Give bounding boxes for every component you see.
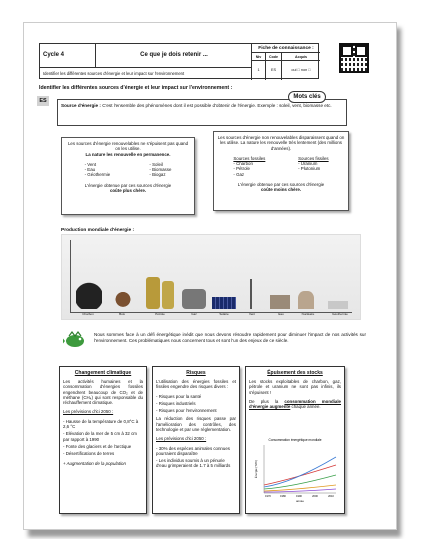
climate-forecast-title: Les prévisions d'ici 2050 :: [63, 409, 114, 415]
axis-line: [70, 240, 71, 312]
chart-xtick: 1980: [280, 495, 286, 498]
renewable-footer-bold: coûte plus chère.: [109, 187, 147, 193]
list-item: - Risques pour la santé: [156, 394, 236, 399]
stocks-consumption-b: consommation mondiale d'énergie augmente: [249, 398, 342, 410]
label-oil: Pétrole: [155, 312, 165, 317]
list-item: - Les individus soumis à un pénurie d'eau grimperaient de 1.7 à 5 milliards: [156, 458, 236, 469]
label-gas: Gaz: [191, 312, 197, 317]
chart-xtick: 1990: [296, 495, 302, 498]
list-item: - Uranium: [298, 161, 329, 166]
list-item: - Plutonium: [298, 166, 329, 171]
col-niv: Niv: [252, 53, 266, 61]
qr-code[interactable]: [339, 43, 369, 73]
risks-title: Risques: [186, 370, 206, 376]
list-item: - Géothermie: [85, 172, 111, 177]
definition-box: [57, 99, 347, 126]
wood-icon: [112, 285, 134, 309]
renewable-box: [61, 137, 195, 215]
list-item: - Soleil: [149, 162, 171, 167]
oil-barrel-icon: [162, 281, 174, 309]
label-geothermal: Géothermie: [332, 312, 348, 317]
list-item: - Hausse de la température de 0,8°C à 2,6 °C: [63, 419, 143, 430]
list-item: - Vent: [85, 162, 111, 167]
renewable-col2: [149, 162, 171, 178]
fissile-heading: Sources fissiles: [298, 155, 329, 161]
climate-forecast-list: [63, 419, 143, 457]
climate-change-box: [59, 366, 147, 514]
val-niv: 1: [252, 61, 266, 80]
stocks-consumption: [249, 399, 341, 410]
list-item: - Désertifications de terres: [63, 451, 143, 456]
risks-reduction: La réduction des risques passe par l'amélioration des contrôles, des technologie et par une réglementation.: [156, 416, 236, 432]
cycle-label: Cycle 4: [40, 44, 96, 68]
definition-text: C'est l'ensemble des phénomènes dont il est possible d'obtenir de l'énergie. Exemple : soleil, vent, biomasse etc.: [102, 103, 332, 108]
fiche-title: Fiche de connaissance :: [252, 44, 320, 53]
stocks-title: Épuisement des stocks: [267, 370, 323, 376]
chart-title: Consommation énergétique mondiale: [268, 438, 322, 442]
list-item: - 30% des espèces animales connues pourraient disparaître: [156, 446, 236, 457]
stocks-box: [245, 366, 345, 514]
list-item: - Fonte des glaciers et de l'arctique: [63, 444, 143, 449]
objective-text: Identifier les différentes sources d'énergie et leur impact sur l'environnement: [40, 68, 252, 80]
val-acquis: oui □ non □: [291, 68, 311, 72]
chart-xtick: 2000: [312, 495, 318, 498]
label-wood: Bois: [119, 312, 125, 317]
list-item: - Risques industriels: [156, 401, 236, 406]
solar-panel-icon: [212, 297, 236, 309]
fossil-col: [233, 156, 265, 177]
label-solar: Solaire: [219, 312, 229, 317]
stocks-text: Les stocks exploitables de charbon, gaz, pétrole et uranium ne sont pas infinis, ils s'épuisent !: [249, 379, 341, 395]
list-item: - Risques pour l'environnement: [156, 408, 236, 413]
chart-xtick: 2010: [328, 495, 334, 498]
wind-turbine-icon: [250, 279, 252, 309]
list-item: - Elévation de la mer de 5 cm à 32 cm par rapport à 1990: [63, 431, 143, 442]
fissile-col: [298, 156, 329, 177]
chart-xlabel: année: [296, 499, 304, 503]
renewable-intro-bold: La nature les renouvelle en permanence.: [85, 151, 171, 157]
nonrenewable-footer-bold: coûte moins chère.: [260, 187, 301, 193]
nonrenewable-list: [217, 156, 345, 177]
header-table: [39, 43, 319, 79]
climate-footer: + Augmentation de la population: [63, 461, 126, 467]
production-title: Production mondiale d'énergie :: [61, 228, 135, 233]
list-item: - Charbon: [233, 161, 265, 166]
list-item: - Gaz: [233, 172, 265, 177]
gas-tank-icon: [182, 289, 206, 309]
val-code: ES: [266, 61, 282, 80]
label-coal: Charbon: [82, 312, 94, 317]
page-title: Ce que je dois retenir ...: [140, 52, 208, 59]
risks-list: [156, 394, 236, 414]
nonrenewable-footer: L'énergie obtenue par ces sources d'énergie: [237, 181, 325, 187]
mots-cles-badge: Mots clés: [288, 91, 326, 103]
coal-icon: [76, 269, 102, 309]
list-item: - Biogaz: [149, 172, 171, 177]
stocks-consumption-a: De plus la: [249, 398, 279, 404]
challenge-paragraph: Nous sommes face à un défi énergétique inédit que nous devons résoudre rapidement pour diminuer l'impact de nos activités sur l'environnement. Ces problématiques nous concernent tous et sont l'un des enjeux de ce siècle.: [94, 332, 366, 343]
consumption-chart: [252, 435, 338, 505]
label-water: Eau: [278, 312, 284, 317]
renewable-col1: [85, 162, 111, 178]
renewable-list: [65, 162, 191, 178]
renewable-footer: L'énergie obtenue par ces sources d'énergie: [84, 182, 172, 188]
col-code: Code: [266, 53, 282, 61]
risks-box: [152, 366, 240, 514]
chart-ylabel: Énergie (TWh): [254, 459, 258, 479]
fossil-heading: Sources fossiles: [233, 155, 266, 161]
label-wind: Vent: [248, 312, 255, 317]
document-page: [23, 22, 397, 530]
stocks-consumption-c: chaque année.: [291, 404, 321, 410]
section-title: Identifier les différentes sources d'énergie et leur impact sur l'environnement :: [39, 85, 233, 91]
nuclear-plant-icon: [298, 291, 314, 309]
oil-barrel-icon: [146, 277, 160, 309]
list-item: - Biomasse: [149, 167, 171, 172]
chart-xtick: 1970: [265, 495, 271, 498]
dam-icon: [270, 295, 290, 309]
label-nuclear: Nucléaire: [301, 312, 315, 317]
risks-text: L'utilisation des énergies fossiles et fissiles engendre des risques divers :: [156, 379, 236, 390]
col-acquis: Acquis: [282, 53, 320, 61]
list-item: - Pétrole: [233, 166, 265, 171]
risks-forecast-title: Les prévisions d'ici 2050 :: [156, 436, 207, 442]
header-row: [40, 44, 252, 68]
nonrenewable-intro: Les sources d'énergie non renouvelables disparaissent quand on les utilise. La nature les renouvelle très lentement (des millions d'années).: [217, 135, 345, 151]
es-badge: ES: [37, 96, 49, 106]
production-illustration: [61, 234, 361, 320]
geothermal-icon: [328, 301, 348, 309]
list-item: - Eau: [85, 167, 111, 172]
fish-icon: [63, 330, 87, 350]
risks-forecast-list: [156, 446, 236, 469]
nonrenewable-box: [213, 131, 349, 211]
fiche-connaissance: [252, 44, 320, 80]
renewable-intro: Les sources d'énergie renouvelables ne s'épuisent pas quand on les utilise.: [67, 141, 189, 152]
climate-text: Les activités humaines et la consommation d'énergies fossiles engendrent beaucoup de CO₂ et de méthane (CH₄) qui sont responsable du réchauffement climatique.: [63, 379, 143, 406]
definition-term: Source d'énergie :: [61, 103, 101, 108]
climate-title: Changement climatique: [74, 370, 132, 376]
